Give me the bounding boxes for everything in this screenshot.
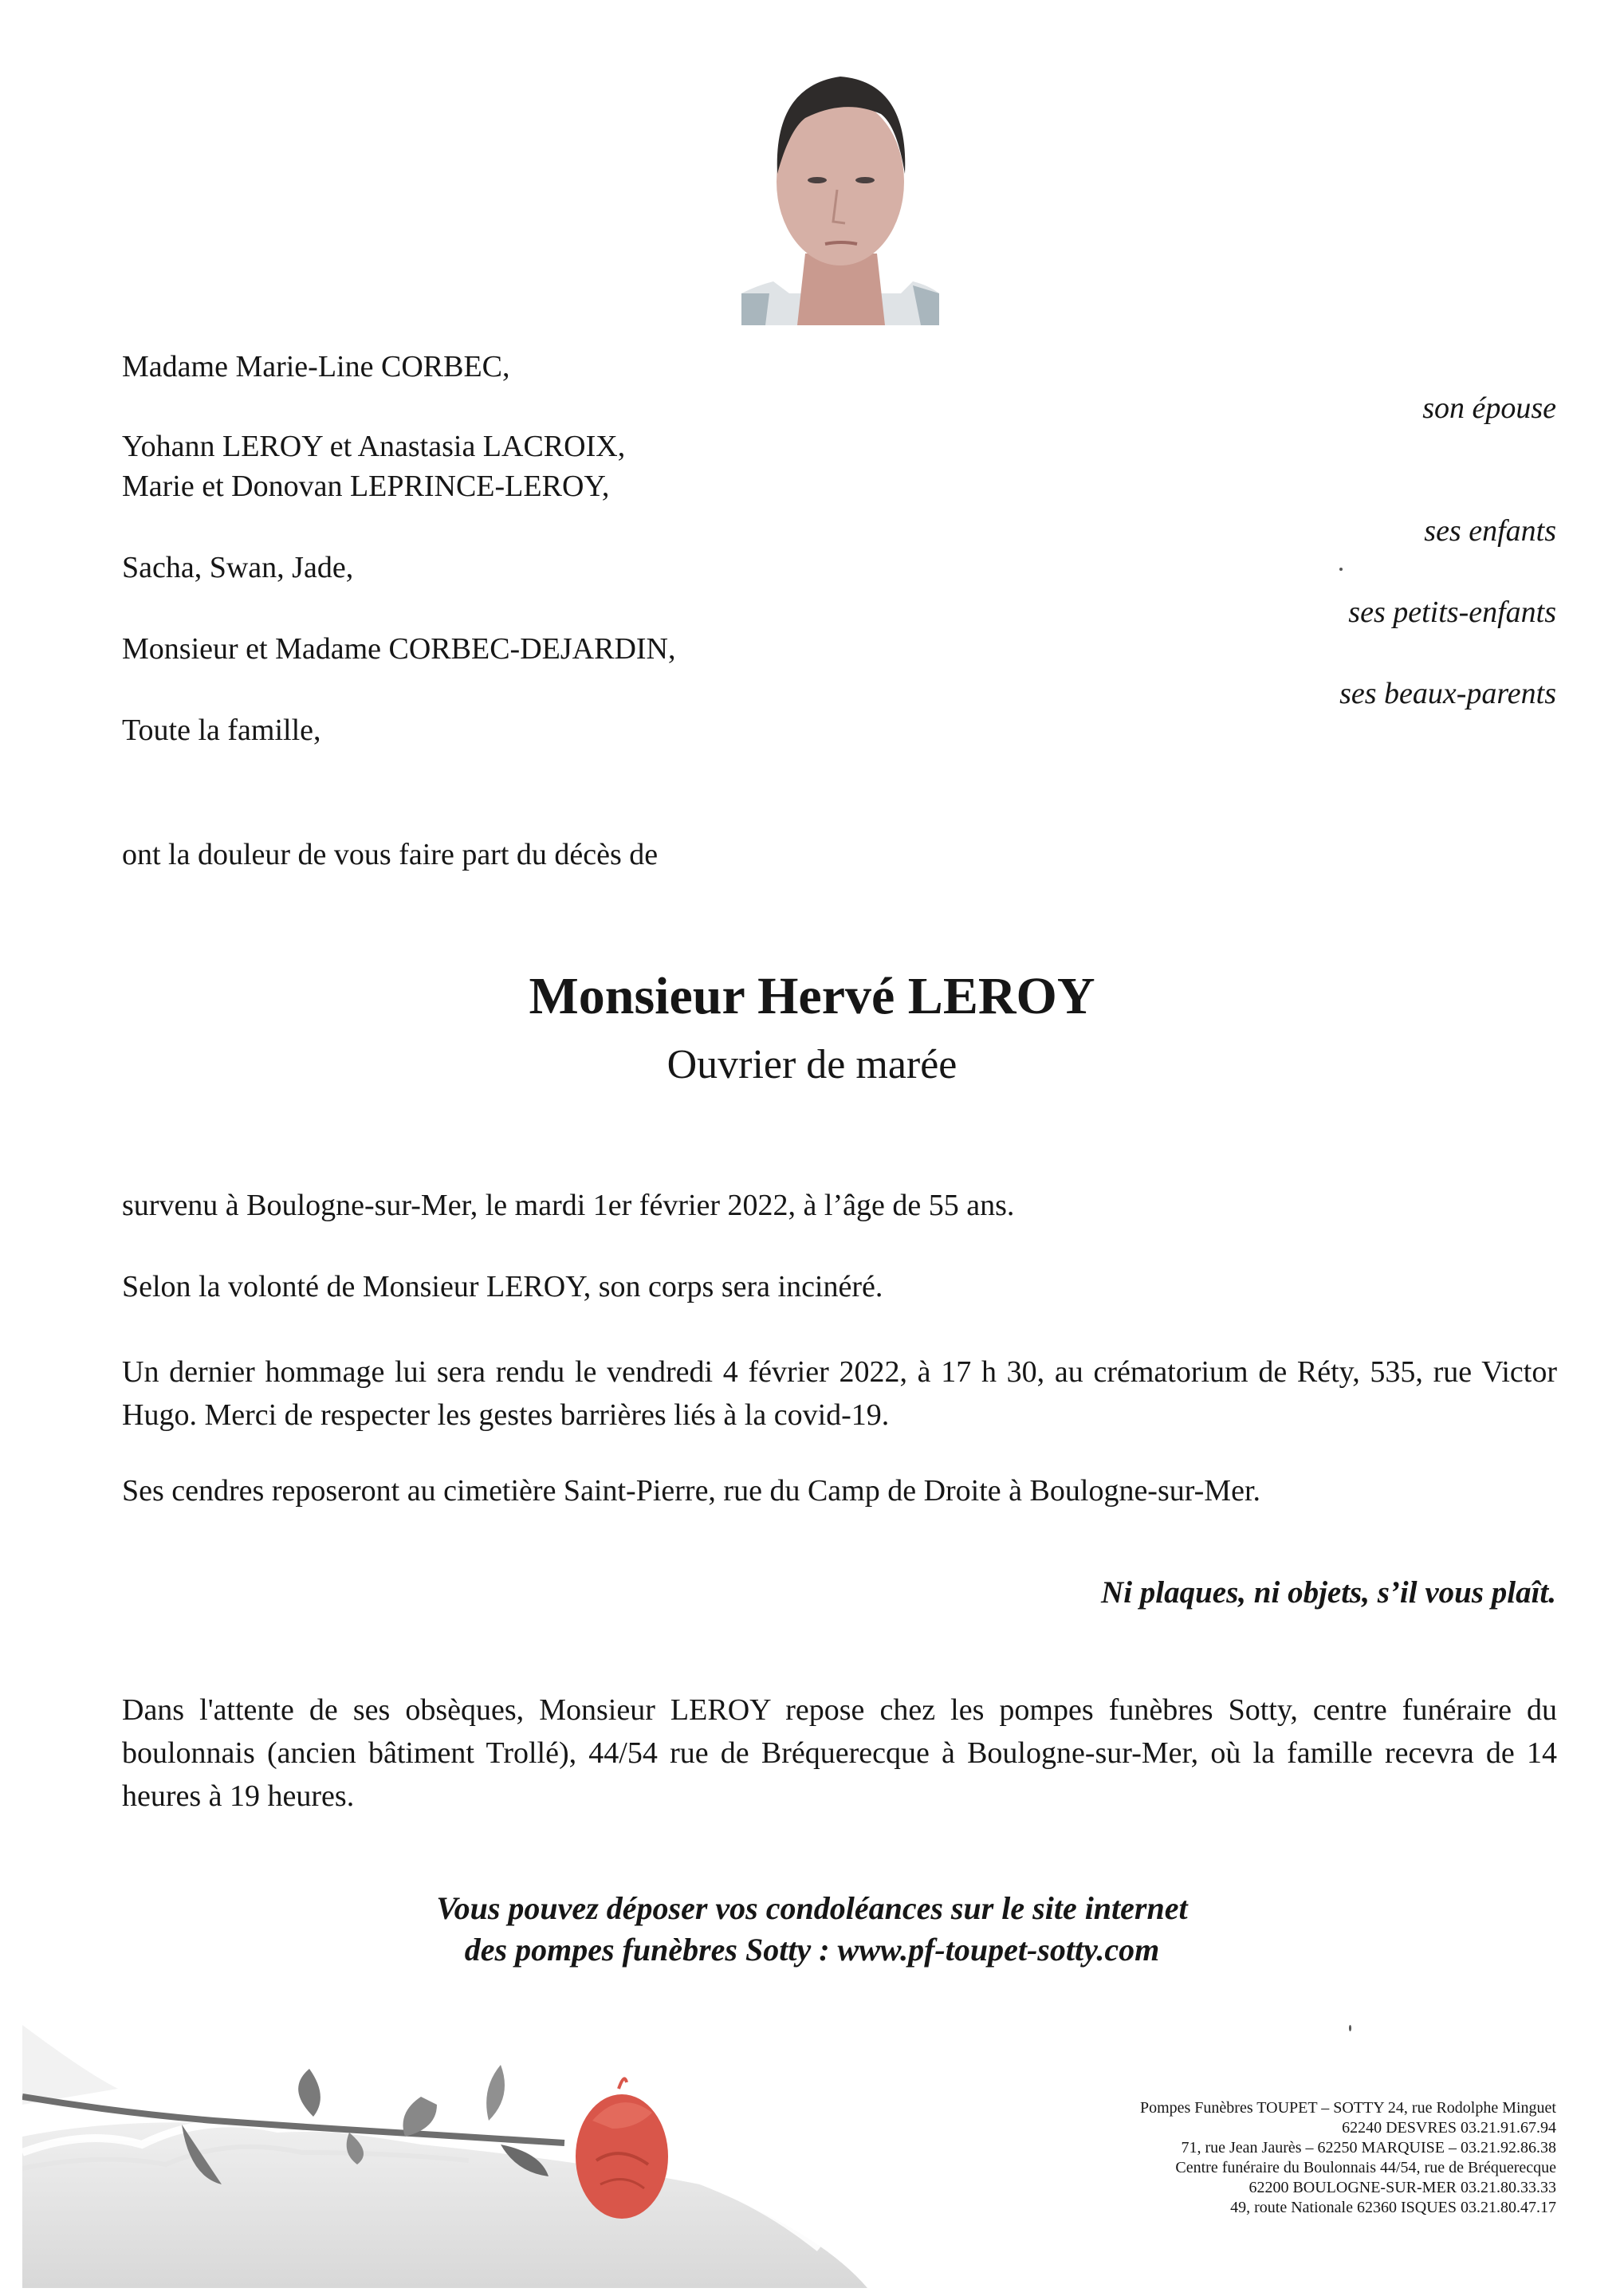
condolences-notice — [0, 1888, 1624, 1971]
address-line: 49, route Nationale 62360 ISQUES 03.21.80.47.17 — [1230, 2199, 1556, 2216]
family-member-grandchildren: Sacha, Swan, Jade, — [122, 551, 354, 584]
address-line: 71, rue Jean Jaurès – 62250 MARQUISE – 03.21.92.86.38 — [1181, 2139, 1556, 2156]
portrait-photo — [741, 54, 939, 325]
address-line: 62200 BOULOGNE-SUR-MER 03.21.80.33.33 — [1248, 2179, 1556, 2196]
paragraph-tribute: Un dernier hommage lui sera rendu le vendredi 4 février 2022, à 17 h 30, au crématorium de Réty, 535, rue Victor Hugo. Merci de respecter les gestes barrières liés à la covid-19. — [122, 1355, 1557, 1432]
scan-speck — [1349, 2025, 1351, 2031]
paragraph-repose: Dans l'attente de ses obsèques, Monsieur LEROY repose chez les pompes funèbres Sotty, centre funéraire du boulonnais (ancien bâtiment Trollé), 44/54 rue de Bréquerecque à Boulogne-sur-Mer, où la famille recevra de 14 heures à 19 heures. — [122, 1693, 1557, 1813]
family-member-spouse: Madame Marie-Line CORBEC, — [122, 350, 510, 383]
family-member-child-1: Yohann LEROY et Anastasia LACROIX, — [122, 430, 626, 463]
condolences-line-2 — [0, 1929, 1624, 1971]
relation-parents-in-law: ses beaux-parents — [1339, 677, 1556, 710]
announcement-text: ont la douleur de vous faire part du décès de — [122, 838, 659, 871]
paragraph-cremation: Selon la volonté de Monsieur LEROY, son corps sera incinéré. — [122, 1270, 883, 1303]
no-flowers-notice: Ni plaques, ni objets, s’il vous plaît. — [1101, 1575, 1556, 1610]
condolences-website-link[interactable]: www.pf-toupet-sotty.com — [837, 1932, 1160, 1968]
family-member-all-family: Toute la famille, — [122, 714, 321, 747]
scan-speck — [1339, 568, 1343, 571]
rose-illustration — [22, 1993, 1138, 2288]
relation-grandchildren: ses petits-enfants — [1348, 596, 1556, 629]
paragraph-death: survenu à Boulogne-sur-Mer, le mardi 1er février 2022, à l’âge de 55 ans. — [122, 1189, 1015, 1222]
family-member-child-2: Marie et Donovan LEPRINCE-LEROY, — [122, 470, 610, 503]
deceased-occupation: Ouvrier de marée — [667, 1042, 957, 1087]
paragraph-ashes: Ses cendres reposeront au cimetière Saint-Pierre, rue du Camp de Droite à Boulogne-sur-Mer. — [122, 1474, 1261, 1508]
relation-spouse: son épouse — [1422, 391, 1556, 425]
address-line: 62240 DESVRES 03.21.91.67.94 — [1342, 2119, 1556, 2137]
address-line: Centre funéraire du Boulonnais 44/54, rue de Bréquerecque — [1175, 2159, 1556, 2176]
address-line: Pompes Funèbres TOUPET – SOTTY 24, rue Rodolphe Minguet — [1139, 2099, 1556, 2117]
portrait-image — [741, 54, 939, 325]
family-member-parents-in-law: Monsieur et Madame CORBEC-DEJARDIN, — [122, 632, 676, 666]
rose-on-beach-illustration — [22, 1993, 1138, 2288]
funeral-home-addresses — [1140, 2098, 1556, 2218]
condolences-line-2-prefix: des pompes funèbres Sotty : — [464, 1932, 838, 1968]
deceased-name: Monsieur Hervé LEROY — [529, 967, 1095, 1025]
relation-children: ses enfants — [1424, 514, 1556, 548]
condolences-line-1: Vous pouvez déposer vos condoléances sur le site internet — [436, 1890, 1188, 1926]
